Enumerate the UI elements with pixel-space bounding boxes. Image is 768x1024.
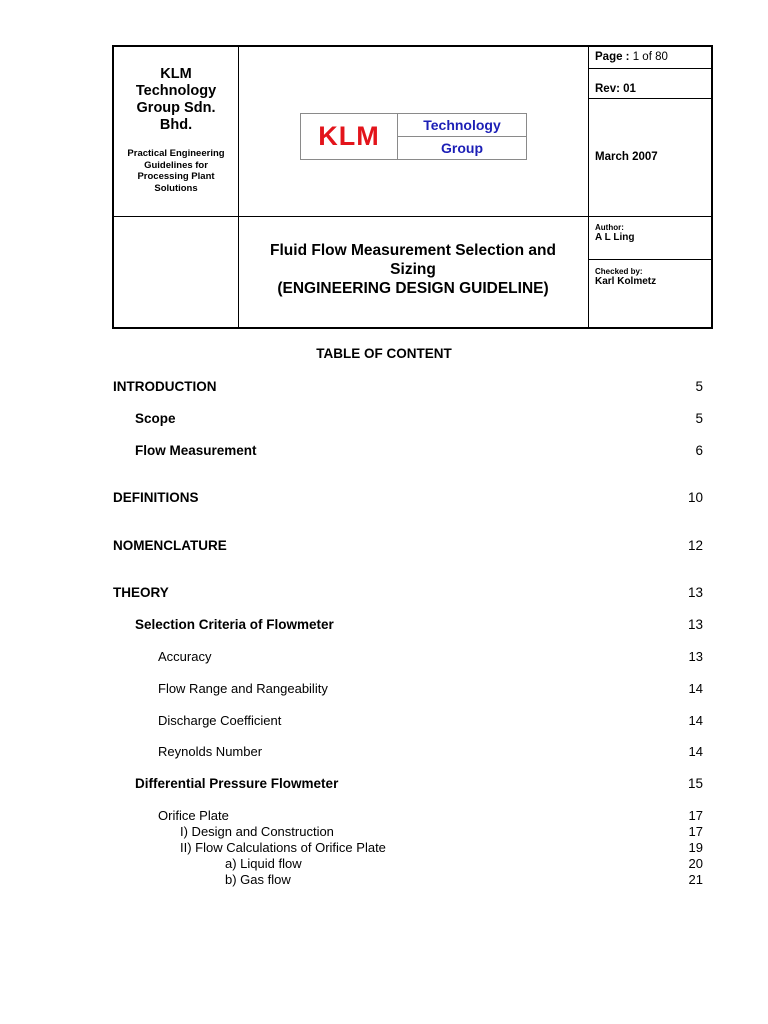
- toc-entry-page: 13: [687, 585, 703, 600]
- title-line: (ENGINEERING DESIGN GUIDELINE): [277, 280, 549, 297]
- toc-entry-label: THEORY: [113, 585, 169, 600]
- toc-entry-label: Reynolds Number: [158, 744, 263, 759]
- page-label: Page :: [595, 51, 630, 63]
- logo-klm-text: KLM: [301, 114, 398, 159]
- author-block: [588, 223, 713, 259]
- toc-entry-label: b) Gas flow: [225, 872, 291, 887]
- toc-entry-label: I) Design and Construction: [180, 824, 334, 839]
- company-name-line: Technology: [135, 83, 217, 99]
- tagline-line: Processing Plant: [137, 171, 215, 182]
- company-name-line: Bhd.: [159, 117, 193, 133]
- tagline-line: Guidelines for: [144, 159, 208, 171]
- revision: [588, 69, 713, 98]
- toc-entry-label: DEFINITIONS: [113, 490, 199, 505]
- toc-heading: TABLE OF CONTENT: [316, 346, 452, 361]
- document-header-table: [112, 45, 713, 329]
- toc-entry-page: 5: [695, 379, 703, 394]
- date-text: March 2007: [595, 151, 658, 163]
- toc-entry-label: Flow Range and Rangeability: [158, 681, 328, 696]
- toc-entry-page: 15: [687, 776, 703, 791]
- author-name: A L Ling: [595, 232, 635, 243]
- toc-entry-page: 21: [688, 872, 703, 887]
- page-number: [588, 47, 713, 68]
- logo-technology-text: Technology: [398, 114, 526, 137]
- toc-entry-page: 12: [687, 538, 703, 553]
- checked-name: Karl Kolmetz: [595, 276, 657, 287]
- checked-label: Checked by:: [595, 267, 643, 276]
- toc-entry-label: NOMENCLATURE: [113, 538, 227, 553]
- toc-entry-label: Discharge Coefficient: [158, 713, 282, 728]
- checked-block: [588, 267, 713, 307]
- toc-entry-label: Accuracy: [158, 649, 212, 664]
- toc-entry-label: a) Liquid flow: [225, 856, 302, 871]
- document-title: [238, 216, 588, 329]
- toc-entry-page: 17: [688, 824, 703, 839]
- toc-entry-label: Flow Measurement: [135, 443, 257, 458]
- toc-entry-page: 17: [688, 808, 703, 823]
- toc-entry-label: INTRODUCTION: [113, 379, 217, 394]
- toc-entry-page: 14: [688, 744, 703, 759]
- toc-entry-page: 19: [688, 840, 703, 855]
- toc-entry-label: II) Flow Calculations of Orifice Plate: [180, 840, 386, 855]
- toc-entry-page: 14: [688, 681, 703, 696]
- company-logo: [300, 113, 527, 160]
- row-divider: [588, 259, 713, 260]
- revision-text: Rev: 01: [595, 83, 636, 95]
- toc-entry-page: 6: [695, 443, 703, 458]
- toc-entry-label: Orifice Plate: [158, 808, 229, 823]
- toc-entry-label: Selection Criteria of Flowmeter: [135, 617, 334, 632]
- logo-group-text: Group: [441, 140, 483, 156]
- issue-date: [588, 99, 713, 216]
- toc-entry-page: 10: [687, 490, 703, 505]
- toc-entry-page: 13: [688, 649, 703, 664]
- toc-entry-page: 14: [688, 713, 703, 728]
- company-info: [114, 47, 238, 216]
- toc-entry-page: 13: [687, 617, 703, 632]
- page-value: 1 of 80: [632, 51, 668, 63]
- company-tagline: [114, 148, 238, 194]
- toc-entry-page: 5: [695, 411, 703, 426]
- toc-entry-page: 20: [688, 856, 703, 871]
- company-name-line: Group Sdn.: [136, 100, 216, 116]
- author-label: Author:: [595, 223, 624, 232]
- company-name-line: KLM: [160, 66, 192, 82]
- title-line: Sizing: [390, 261, 436, 278]
- logo-cell: [238, 47, 588, 216]
- tagline-line: Practical Engineering: [127, 148, 225, 159]
- toc-entry-label: Scope: [135, 411, 176, 426]
- title-line: Fluid Flow Measurement Selection and: [270, 242, 556, 259]
- toc-entry-label: Differential Pressure Flowmeter: [135, 776, 339, 791]
- tagline-line: Solutions: [154, 182, 198, 194]
- company-name: [114, 66, 238, 134]
